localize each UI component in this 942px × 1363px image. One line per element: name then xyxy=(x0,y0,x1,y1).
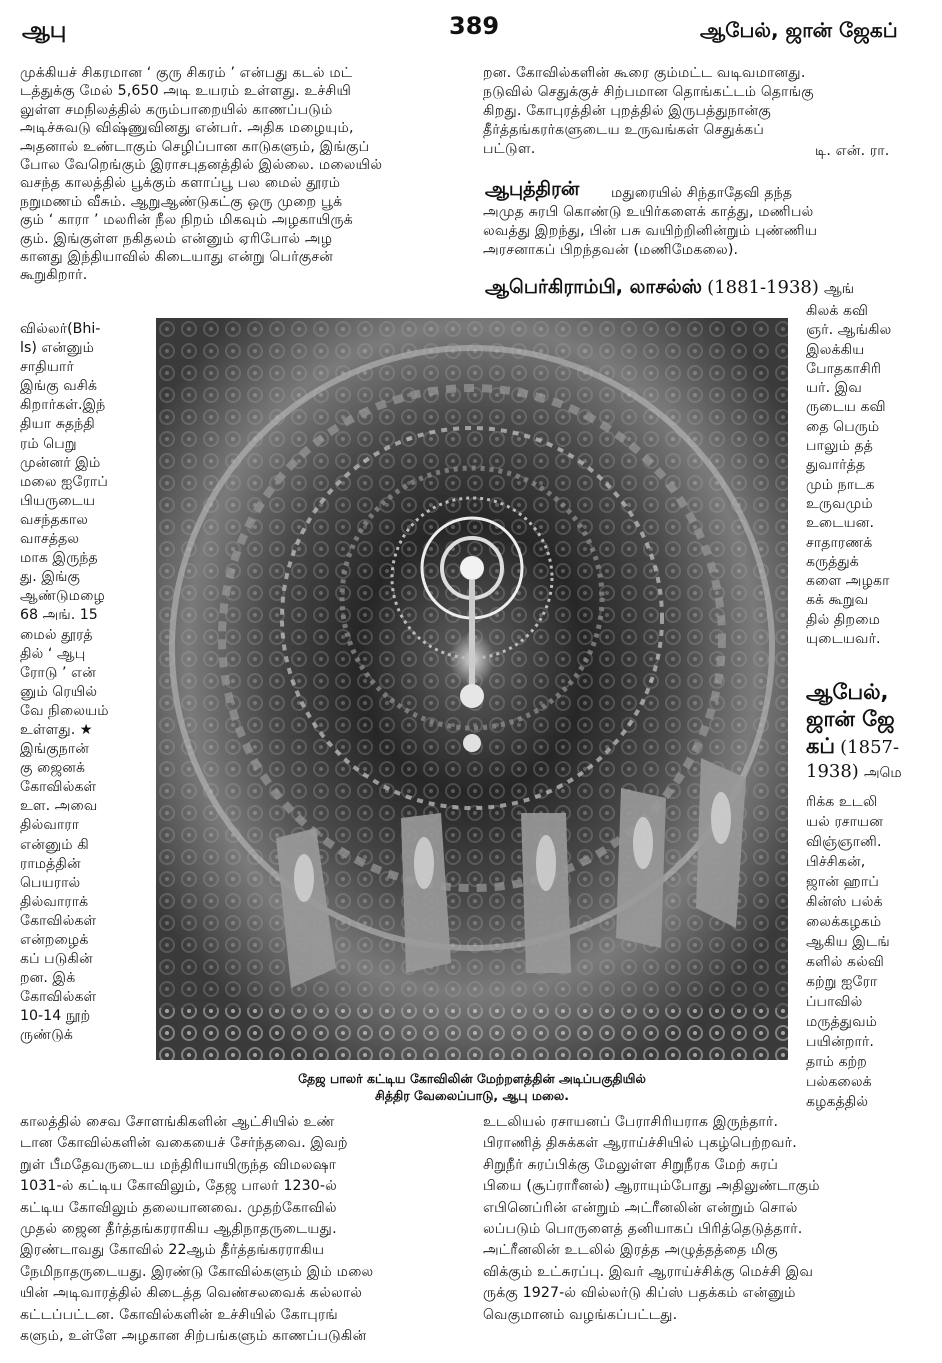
text-line: கக் கூறுவ xyxy=(806,592,869,609)
text-line: இலக்கிய xyxy=(806,341,865,358)
entry-heading-abel xyxy=(806,680,936,783)
text-line: மும் நாடக xyxy=(806,476,875,493)
text-line: இங்குநான் xyxy=(20,741,90,758)
text-line: லப்படும் பொருளைத் தனியாகப் பிரித்தெடுத்தார். xyxy=(483,1221,803,1238)
text-line: கழகத்தில் xyxy=(806,1094,869,1110)
text-line: கிறது. கோபுரத்தின் புறத்தில் இருபத்துநான்கு xyxy=(483,103,771,119)
text-line: ரிக்க உடலி xyxy=(806,794,878,810)
text-line: ஆண்டுமழை xyxy=(20,588,105,605)
photo-caption xyxy=(156,1070,788,1104)
text-line: அடிச்சுவடு விஷ்ணுவினது என்பர். அதிக மழையும், xyxy=(20,120,354,137)
text-line: பெயரால் xyxy=(20,874,81,891)
text-line: ப்பாவில் xyxy=(806,994,863,1010)
abel-years-1: (1857- xyxy=(840,737,900,758)
text-line: தியா சுதந்தி xyxy=(20,416,95,433)
abel-name-1: ஆபேல், xyxy=(806,680,889,704)
text-line: உள்ளது. ★ xyxy=(20,721,93,738)
text-line: நறுமணம் வீசும். ஆறுஆண்டுகட்கு ஒரு முறை பூக் xyxy=(20,193,343,210)
text-line: துவார்த்த xyxy=(806,457,866,474)
running-head-right: ஆபேல், ஜான் ஜேகப் xyxy=(700,18,898,42)
text-line: மதுரையில் சிந்தாதேவி தந்த xyxy=(611,185,793,201)
text-line: உடலியல் ரசாயனப் பேராசிரியராக இருந்தார். xyxy=(483,1114,779,1130)
text-line: கட்டப்பட்டன. கோவில்களின் உச்சியில் கோபுரங் xyxy=(20,1306,338,1323)
text-line: களை அழகா xyxy=(806,573,890,590)
text-line: ஆகிய இடங் xyxy=(806,934,890,950)
text-line: லைக்கழகம் xyxy=(806,914,882,930)
abercrombie-name: ஆபெர்கிராம்பி, லாசல்ஸ் xyxy=(485,276,703,298)
text-line: அரசனாகப் பிறந்தவன் (மணிமேகலை). xyxy=(483,242,739,258)
text-line: உள. அவை xyxy=(20,798,98,815)
text-line: தில் ‘ ஆபு xyxy=(20,645,86,662)
text-line: கற்று ஐரோ xyxy=(806,974,878,990)
abel-first-word: அமெ xyxy=(863,765,902,781)
text-line: விஞ்ஞானி. xyxy=(806,834,882,850)
text-line: 1031-ல் கட்டிய கோவிலும், தேஜ பாலர் 1230-ல் xyxy=(20,1178,338,1195)
text-line: இரண்டாவது கோவில் 22ஆம் தீர்த்தங்கரராகிய xyxy=(20,1242,325,1259)
text-line: மலை ஐரோப் xyxy=(20,473,108,490)
running-head-left: ஆபு xyxy=(22,18,67,43)
text-line: முன்னர் இம் xyxy=(20,454,101,471)
text-line: கோவில்கள் xyxy=(20,779,97,796)
text-line: கோவில்கள் xyxy=(20,989,97,1006)
page-number: 389 xyxy=(449,12,500,40)
text-line: கும் ‘ காரா ’ மலரின் நீல நிறம் மிகவும் அழகாயிருக் xyxy=(20,212,353,229)
photo-caption-line-2: சித்திர வேலைப்பாடு, ஆபு மலை. xyxy=(375,1088,569,1103)
text-line: சிறுநீர் சுரப்பிக்கு மேலுள்ள சிறுநீரக மேற் சுரப் xyxy=(483,1156,779,1173)
text-line: கோவில்கள் xyxy=(20,912,97,929)
text-line: போல வேறெங்கும் இராசபுதனத்தில் இல்லை. மலையில் xyxy=(20,157,383,174)
text-line: அட்ரீனலின் உடலில் இரத்த அழுத்தத்தை மிகு xyxy=(483,1242,778,1259)
text-line: கட்டிய கோவிலும் தலையானவை. முதற்கோவில் xyxy=(20,1199,337,1216)
text-line: லவத்து இறந்து, பின் பசு வயிற்றினின்றும் புண்ணிய xyxy=(483,223,818,239)
text-line: பாலும் தத் xyxy=(806,438,873,455)
text-line: சாதாரணக் xyxy=(806,534,873,551)
text-line: மைல் தூரத் xyxy=(20,626,93,643)
text-line: ராமத்தின் xyxy=(20,855,81,872)
text-line: நேமிநாதருடையது. இரண்டு கோவில்களும் இம் மலை xyxy=(20,1263,374,1280)
text-line: ரம் பெறு xyxy=(20,435,77,452)
text-line: லுள்ள சமநிலத்தில் கரும்பாறையில் காணப்படும் xyxy=(20,101,333,118)
text-line: வசந்தகால xyxy=(20,511,89,528)
text-line: தை பெரும் xyxy=(806,418,880,435)
text-line: யுடையவர். xyxy=(806,631,881,648)
text-line: பிச்சிகன், xyxy=(806,854,866,870)
text-line: முதல் ஜைன தீர்த்தங்கரராகிய ஆதிநாதருடையது. xyxy=(20,1221,337,1238)
text-line: வாசத்தல xyxy=(20,531,80,548)
text-line: றன. இக் xyxy=(20,970,76,987)
text-line: சாதியார் xyxy=(20,359,74,376)
text-line: அமுத சுரபி கொண்டு உயிர்களைக் காத்து, மணிபல் xyxy=(483,204,814,220)
text-line: உருவமும் xyxy=(806,495,873,512)
text-line: உடையன. xyxy=(806,515,875,532)
abel-years-2: 1938) xyxy=(806,761,859,782)
text-line: நடுவில் செதுக்குச் சிற்பமான தொங்கட்டம் தொங்கு xyxy=(483,84,814,100)
text-line: ரோடு ’ என் xyxy=(20,664,96,681)
text-line: றன. கோவில்களின் கூரை கும்மட்ட வடிவமானது. xyxy=(483,65,806,81)
text-line: வில்லர்(Bhi- xyxy=(20,321,101,337)
text-line: 68 அங். 15 xyxy=(20,607,98,624)
text-line: பியை (சூப்ராரீனல்) ஆராயும்போது அதிலுண்டாகும் xyxy=(483,1178,820,1195)
text-line: விக்கும் உட்சுரப்பு. இவர் ஆராய்ச்சிக்கு மெச்சி இவ xyxy=(483,1263,814,1280)
text-line: கிலக் கவி xyxy=(806,303,869,319)
text-line: மருத்துவம் xyxy=(806,1014,878,1030)
text-line: கின்ஸ் பல்க் xyxy=(806,894,883,910)
text-line: யின் அடிவாரத்தில் கிடைத்த வெண்சலவைக் கல்லால் xyxy=(20,1285,363,1302)
temple-ceiling-photograph xyxy=(156,318,788,1060)
text-line: கப் படுகின் xyxy=(20,951,93,968)
text-line: அதனால் உண்டாகும் செழிப்பான காடுகளும், இங்குப் xyxy=(20,138,370,155)
text-line: ஞர். ஆங்கில xyxy=(806,322,892,339)
text-line: யர். இவ xyxy=(806,380,862,397)
text-line: தில் திறமை xyxy=(806,611,881,628)
text-line: ஜான் ஹாப் xyxy=(806,874,879,890)
entry-heading-aputhiran: ஆபுத்திரன் xyxy=(485,178,580,200)
text-line: பயின்றார். xyxy=(806,1034,874,1050)
entry-text-aputhiran xyxy=(483,184,935,260)
text-line: கூறுகிறார். xyxy=(20,267,88,284)
text-line: பல்கலைக் xyxy=(806,1074,872,1090)
text-line: எபினெப்ரின் என்றும் அட்ரீனலின் என்றும் சொல் xyxy=(483,1199,798,1216)
text-line: பியருடைய xyxy=(20,492,96,509)
abel-name-3: கப் xyxy=(806,734,836,758)
text-line: றுள் பீமதேவருடைய மந்திரியாயிருந்த விமலஷா xyxy=(20,1156,337,1173)
text-line: பட்டுள. xyxy=(483,141,536,157)
left-column-bottom-text xyxy=(20,1112,470,1347)
temple-ceiling-image xyxy=(156,318,788,1060)
text-line: வசந்த காலத்தில் பூக்கும் களாப்பூ பல மைல் தூரம் xyxy=(20,175,341,192)
text-line: காலத்தில் சைவ சோளங்கிகளின் ஆட்சியில் உண் xyxy=(20,1114,335,1130)
text-line: டான கோவில்களின் வகையைச் சேர்ந்தவை. இவற் xyxy=(20,1135,348,1152)
abel-name-2: ஜான் ஜே xyxy=(806,707,895,731)
text-line: களில் கல்வி xyxy=(806,954,885,970)
text-line: இங்கு வசிக் xyxy=(20,378,98,395)
left-narrow-column-text xyxy=(20,320,154,1046)
text-line: கானது இந்தியாவில் கிடையாது என்று பெர்குசன் xyxy=(20,249,334,266)
text-line: யல் ரசாயன xyxy=(806,814,883,830)
entry-text-abel xyxy=(806,792,936,1112)
text-line: ருண்டுக் xyxy=(20,1027,73,1044)
text-line: டத்துக்கு மேல் 5,650 அடி உயரம் உள்ளது. உச்சியி xyxy=(20,83,352,100)
text-line: தில்வாரா xyxy=(20,817,80,834)
text-line: வெகுமானம் வழங்கப்பட்டது. xyxy=(483,1306,678,1323)
left-column-top-text xyxy=(20,64,470,285)
photo-caption-line-1: தேஜ பாலர் கட்டிய கோவிலின் மேற்றளத்தின் அடிப்பகுதியில் xyxy=(298,1071,646,1086)
right-column-bottom-text xyxy=(483,1112,935,1326)
text-line: தில்வாராக் xyxy=(20,893,89,910)
text-line: ருக்கு 1927-ல் வில்லர்டு கிப்ஸ் பதக்கம் என்னும் xyxy=(483,1285,796,1302)
abercrombie-years: (1881-1938) xyxy=(707,277,819,298)
text-line: கிறார்கள்.இந் xyxy=(20,397,106,414)
author-signature: டி. என். ரா. xyxy=(815,143,890,159)
text-line: போதகாசிரி xyxy=(806,360,882,377)
text-line: என்றழைக் xyxy=(20,932,89,948)
text-line: களும், உள்ளே அழகான சிற்பங்களும் காணப்படுகின் xyxy=(20,1328,367,1345)
text-line: வே நிலையம் xyxy=(20,702,109,719)
text-line: மாக இருந்த xyxy=(20,550,98,567)
text-line: தீர்த்தங்கரர்களுடைய உருவங்கள் செதுக்கப் xyxy=(483,122,764,138)
abercrombie-tail: ஆங் xyxy=(823,281,854,297)
text-line: தாம் கற்ற xyxy=(806,1054,867,1070)
text-line: கு ஜைனக் xyxy=(20,760,86,777)
text-line: து. இங்கு xyxy=(20,569,81,586)
entry-heading-abercrombie xyxy=(485,276,854,301)
text-line: முக்கியச் சிகரமான ‘ குரு சிகரம் ’ என்பது கடல் மட் xyxy=(20,65,353,81)
text-line: என்னும் கி xyxy=(20,836,89,853)
text-line: 10-14 நூற் xyxy=(20,1008,91,1025)
text-line: கும். இங்குள்ள நகிதலம் என்னும் ஏரிபோல் அழ xyxy=(20,230,333,247)
text-line: ls) என்னும் xyxy=(20,340,95,357)
text-line: கருத்துக் xyxy=(806,553,859,570)
text-line: பிராணித் திசுக்கள் ஆராய்ச்சியில் புகழ்பெற்றவர். xyxy=(483,1135,797,1152)
text-line: னும் ரெயில் xyxy=(20,683,98,700)
entry-text-abercrombie xyxy=(806,302,936,649)
text-line: ருடைய கவி xyxy=(806,399,886,416)
